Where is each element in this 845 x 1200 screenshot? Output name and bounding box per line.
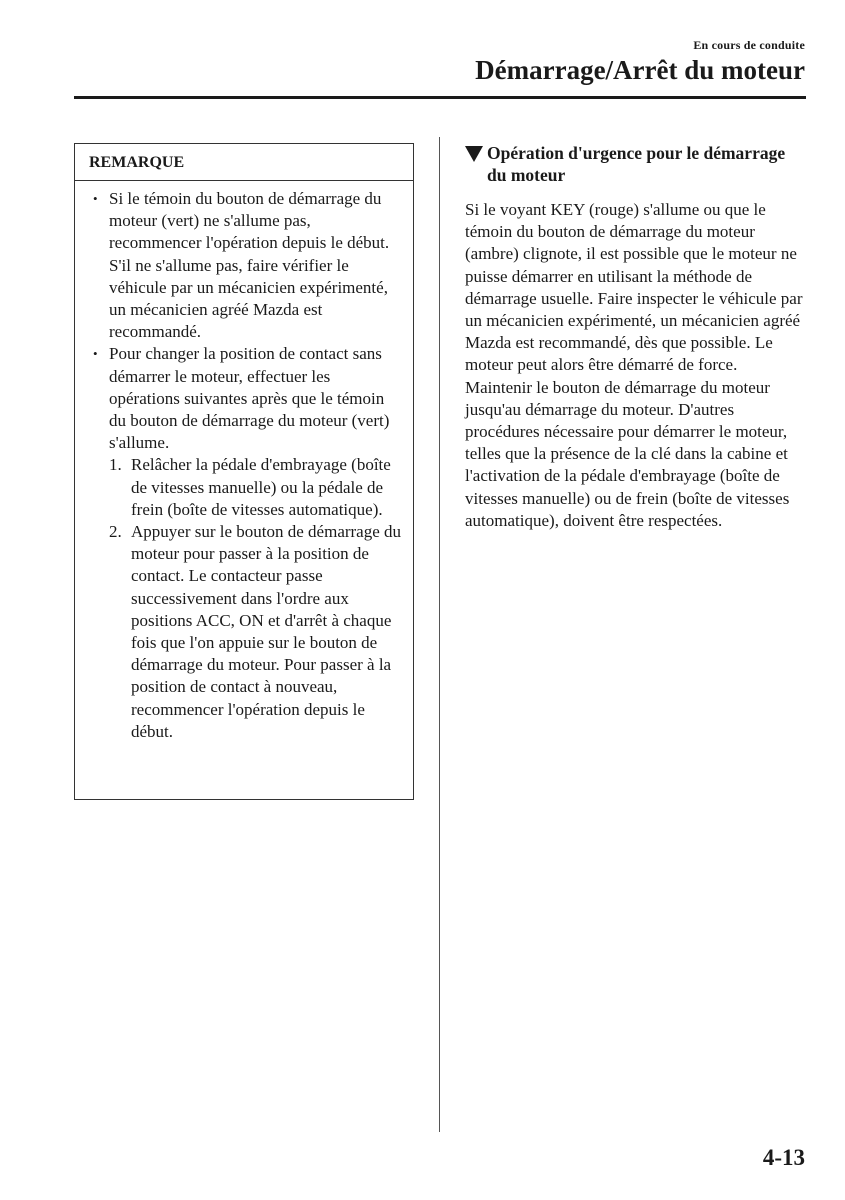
page-number: 4-13 (762, 1145, 805, 1170)
page-title: Démarrage/Arrêt du moteur (475, 55, 805, 85)
header-divider (74, 96, 806, 99)
step-text: Appuyer sur le bouton de démarrage du moteur pour passer à la position de contact. Le contacteur passe successivement dans l'ordre aux positions ACC, ON et d'arrêt à chaque fois que l'on appuie sur le bouton de démarrage du moteur. Pour passer à la position de contact à nouveau, recommencer l'opération depuis le début. (131, 522, 402, 741)
note-bullet: • Pour changer la position de contact sans démarrer le moteur, effectuer les opérations suivantes après que le témoin du bouton de démarrage du moteur (vert) s'allume. (89, 343, 405, 454)
step-number: 2. (109, 522, 122, 542)
column-divider (439, 137, 440, 1132)
note-bullet: • Si le témoin du bouton de démarrage du moteur (vert) ne s'allume pas, recommencer l'opération depuis le début. S'il ne s'allume pas, faire vérifier le véhicule par un mécanicien expérimenté, un mécanicien agréé Mazda est recommandé. (89, 188, 405, 343)
note-title: REMARQUE (75, 144, 413, 181)
step-list (89, 454, 405, 743)
step-text: Relâcher la pédale d'embrayage (boîte de vitesses manuelle) ou la pédale de frein (boîte de vitesses automatique). (131, 455, 391, 519)
chapter-label: En cours de conduite (693, 38, 805, 52)
step-number: 1. (109, 455, 122, 475)
step-item (109, 521, 405, 743)
step-item (109, 454, 405, 521)
section-heading-text: Opération d'urgence pour le démarrage du moteur (487, 143, 786, 185)
note-body (75, 181, 413, 743)
triangle-down-icon (465, 146, 483, 162)
section-heading (465, 142, 805, 186)
note-box (74, 143, 414, 800)
section-body: Si le voyant KEY (rouge) s'allume ou que le témoin du bouton de démarrage du moteur (ambre) clignote, il est possible que le moteur ne puisse démarrer en utilisant la méthode de démarrage usuelle. Faire inspecter le véhicule par un mécanicien expérimenté, un mécanicien agréé Mazda est recommandé, dès que possible. Le moteur peut alors être démarré de force. Maintenir le bouton de démarrage du moteur jusqu'au démarrage du moteur. D'autres procédures nécessaire pour démarrer le moteur, telles que la présence de la clé dans la cabine et l'activation de la pédale d'embrayage (boîte de vitesses manuelle) ou de frein (boîte de vitesses automatique), doivent être respectées. (465, 200, 803, 530)
